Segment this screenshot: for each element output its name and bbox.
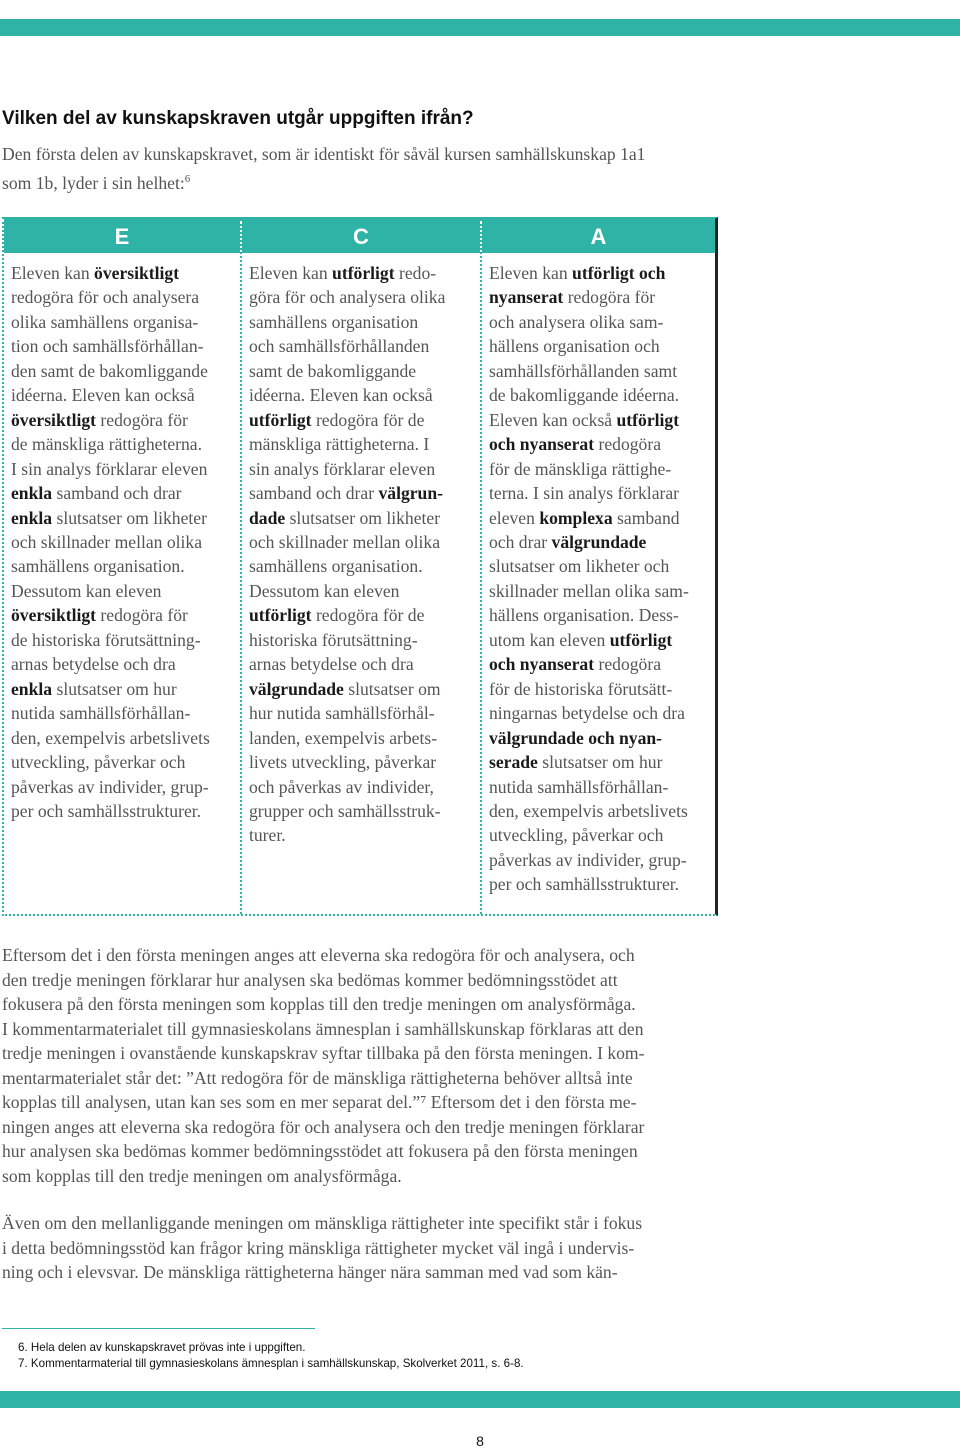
criteria-line <box>249 481 480 505</box>
criteria-keyword: översiktligt <box>11 605 97 626</box>
criteria-line <box>489 481 715 505</box>
criteria-keyword: utförligt och <box>572 263 666 283</box>
criteria-line <box>489 579 715 603</box>
criteria-line <box>11 506 240 530</box>
criteria-line <box>489 750 715 774</box>
criteria-text: skillnader mellan olika sam- <box>489 580 689 601</box>
grade-column-e <box>4 219 242 914</box>
criteria-text: arnas betydelse och dra <box>249 654 414 675</box>
criteria-text: slutsatser om likheter och <box>489 556 670 577</box>
criteria-keyword: välgrundade <box>551 531 647 552</box>
criteria-line <box>489 383 715 407</box>
criteria-text: Dessutom kan eleven <box>11 580 162 601</box>
criteria-text: slutsatser om hur <box>52 678 177 699</box>
criteria-text: samhällsförhållanden samt <box>489 360 678 381</box>
criteria-text: nutida samhällsförhållan- <box>11 703 191 724</box>
criteria-line <box>249 603 480 627</box>
grade-header-e: E <box>4 219 240 253</box>
criteria-line <box>489 775 715 799</box>
criteria-text: den samt de bakomliggande <box>11 360 208 381</box>
criteria-line <box>489 457 715 481</box>
criteria-keyword: och nyanserat <box>489 654 595 675</box>
grade-header-c: C <box>242 219 480 253</box>
criteria-line <box>249 628 480 652</box>
criteria-text: idéerna. Eleven kan också <box>11 385 195 406</box>
criteria-line <box>489 701 715 725</box>
criteria-text: de historiska förutsättning- <box>11 629 201 650</box>
criteria-line <box>249 530 480 554</box>
criteria-line <box>11 359 240 383</box>
criteria-text: göra för och analysera olika <box>249 287 446 308</box>
criteria-keyword: utförligt <box>249 409 312 430</box>
criteria-line <box>489 359 715 383</box>
grade-column-a <box>482 219 715 914</box>
criteria-line <box>11 603 240 627</box>
text-line: den tredje meningen förklarar hur analysen ska bedömas kommer bedömningsstödet att <box>2 969 618 990</box>
criteria-text: redo- <box>394 263 437 283</box>
criteria-line <box>489 652 715 676</box>
criteria-line <box>489 334 715 358</box>
criteria-text: turer. <box>249 825 286 846</box>
text-line: I kommentarmaterialet till gymnasieskolans ämnesplan i samhällskunskap förklaras att den <box>2 1018 644 1039</box>
footnote-line: 6. Hela delen av kunskapskravet prövas inte i uppgiften. <box>18 1341 306 1354</box>
criteria-line <box>249 261 480 285</box>
criteria-line <box>489 823 715 847</box>
criteria-text: slutsatser om likheter <box>52 507 207 528</box>
criteria-keyword: och nyanserat <box>489 434 595 455</box>
footnote-ref-6: 6 <box>184 172 191 185</box>
criteria-text: samhällens organisation. <box>11 556 185 577</box>
criteria-text: hällens organisation och <box>489 336 660 357</box>
criteria-keyword: utförligt <box>616 409 680 430</box>
criteria-line <box>11 579 240 603</box>
criteria-keyword: utförligt <box>609 629 673 650</box>
criteria-line <box>11 726 240 750</box>
criteria-line <box>11 628 240 652</box>
criteria-text: eleven <box>489 507 540 528</box>
criteria-text: redogöra <box>594 434 661 455</box>
criteria-text: idéerna. Eleven kan också <box>249 385 433 406</box>
criteria-keyword: utförligt <box>332 263 395 283</box>
criteria-line <box>249 310 480 334</box>
criteria-text: terna. I sin analys förklarar <box>489 483 680 504</box>
criteria-text: Dessutom kan eleven <box>249 580 400 601</box>
criteria-text: redogöra för de <box>311 605 425 626</box>
criteria-line <box>11 383 240 407</box>
criteria-line <box>249 799 480 823</box>
criteria-line <box>11 408 240 432</box>
criteria-line <box>249 285 480 309</box>
criteria-text: per och samhällsstrukturer. <box>489 874 680 895</box>
criteria-text: ningarnas betydelse och dra <box>489 703 685 724</box>
criteria-text: för de historiska förutsätt- <box>489 678 673 699</box>
criteria-text: den, exempelvis arbetslivets <box>11 727 210 748</box>
criteria-text: slutsatser om hur <box>537 752 663 773</box>
criteria-text: och samhällsförhållanden <box>249 336 430 357</box>
criteria-keyword: enkla <box>11 678 53 699</box>
criteria-line <box>249 750 480 774</box>
grade-column-c <box>242 219 482 914</box>
criteria-text: redogöra för de <box>311 409 425 430</box>
criteria-line <box>11 652 240 676</box>
grade-text-c <box>242 253 480 848</box>
criteria-text: livets utveckling, påverkar <box>249 752 437 773</box>
criteria-text: mänskliga rättigheterna. I <box>249 434 430 455</box>
criteria-text: samband <box>612 507 680 528</box>
criteria-line <box>489 530 715 554</box>
criteria-text: olika samhällens organisa- <box>11 311 199 332</box>
criteria-line <box>249 432 480 456</box>
criteria-line <box>11 457 240 481</box>
criteria-text: redogöra för och analysera <box>11 287 200 308</box>
criteria-line <box>249 554 480 578</box>
criteria-line <box>249 701 480 725</box>
criteria-text: utom kan eleven <box>489 629 610 650</box>
criteria-line <box>489 872 715 896</box>
criteria-line <box>249 506 480 530</box>
criteria-text: de mänskliga rättigheterna. <box>11 434 203 455</box>
criteria-line <box>11 285 240 309</box>
criteria-text: landen, exempelvis arbets- <box>249 727 438 748</box>
criteria-line <box>489 848 715 872</box>
criteria-text: per och samhällsstrukturer. <box>11 800 202 821</box>
criteria-line <box>11 677 240 701</box>
criteria-line <box>249 677 480 701</box>
criteria-line <box>249 579 480 603</box>
criteria-line <box>11 554 240 578</box>
criteria-text: sin analys förklarar eleven <box>249 458 436 479</box>
criteria-text: samband och drar <box>52 483 182 504</box>
criteria-keyword: välgrundade och nyan- <box>489 727 663 748</box>
criteria-keyword: välgrundade <box>249 678 344 699</box>
criteria-line <box>249 383 480 407</box>
criteria-line <box>489 726 715 750</box>
body-paragraph-1 <box>2 943 742 1188</box>
text-line: fokusera på den första meningen som kopplas till den tredje meningen om analysförmåga. <box>2 994 636 1014</box>
criteria-keyword: serade <box>489 752 538 773</box>
criteria-text: och skillnader mellan olika <box>249 531 441 552</box>
intro-line-1: Den första delen av kunskapskravet, som är identiskt för såväl kursen samhällskunskap 1a1 <box>2 144 646 164</box>
criteria-line <box>489 677 715 701</box>
criteria-text: den, exempelvis arbetslivets <box>489 800 688 821</box>
criteria-line <box>489 261 715 285</box>
criteria-text: Eleven kan <box>489 263 573 283</box>
criteria-text: för de mänskliga rättighe- <box>489 458 672 479</box>
footnotes <box>18 1340 524 1371</box>
criteria-text: och analysera olika sam- <box>489 311 664 332</box>
criteria-line <box>489 408 715 432</box>
criteria-line <box>489 310 715 334</box>
criteria-keyword: enkla <box>11 507 53 528</box>
criteria-line <box>11 334 240 358</box>
criteria-line <box>489 628 715 652</box>
criteria-text: Eleven kan <box>11 263 95 283</box>
criteria-text: redogöra <box>594 654 661 675</box>
grade-text-a <box>482 253 715 897</box>
criteria-line <box>489 432 715 456</box>
criteria-line <box>489 799 715 823</box>
criteria-text: slutsatser om likheter <box>285 507 441 528</box>
criteria-text: I sin analys förklarar eleven <box>11 458 208 479</box>
criteria-text: nutida samhällsförhållan- <box>489 776 669 797</box>
grade-header-a: A <box>482 219 715 253</box>
criteria-text: påverkas av individer, grup- <box>489 849 687 870</box>
criteria-line <box>249 823 480 847</box>
criteria-text: och skillnader mellan olika <box>11 531 203 552</box>
criteria-keyword: dade <box>249 507 286 528</box>
criteria-text: grupper och samhällsstruk- <box>249 800 441 821</box>
top-accent-bar <box>0 19 960 36</box>
criteria-line <box>11 481 240 505</box>
criteria-line <box>249 408 480 432</box>
criteria-text: samband och drar <box>249 483 379 504</box>
text-line: ning och i elevsvar. De mänskliga rättigheterna hänger nära samman med vad som kän- <box>2 1262 618 1282</box>
criteria-text: arnas betydelse och dra <box>11 654 176 675</box>
criteria-line <box>249 775 480 799</box>
criteria-text: historiska förutsättning- <box>249 629 418 650</box>
criteria-text: hur nutida samhällsförhål- <box>249 703 435 724</box>
text-line: Även om den mellanliggande meningen om mänskliga rättigheter inte specifikt står i fokus <box>2 1213 643 1233</box>
criteria-text: samhällens organisation. <box>249 556 423 577</box>
criteria-text: Eleven kan också <box>489 409 617 430</box>
criteria-keyword: nyanserat <box>489 287 564 308</box>
text-line: som kopplas till den tredje meningen om analysförmåga. <box>2 1165 402 1186</box>
criteria-text: hällens organisation. Dess- <box>489 605 679 626</box>
criteria-keyword: översiktligt <box>94 263 180 283</box>
criteria-line <box>249 334 480 358</box>
criteria-line <box>249 652 480 676</box>
criteria-line <box>489 285 715 309</box>
intro-line-2: som 1b, lyder i sin helhet: <box>2 172 185 193</box>
criteria-line <box>249 726 480 750</box>
criteria-text: redogöra för <box>96 605 188 626</box>
text-line: kopplas till analysen, utan kan ses som en mer separat del.”⁷ Eftersom det i den första me- <box>2 1092 637 1112</box>
footnote-line: 7. Kommentarmaterial till gymnasieskolans ämnesplan i samhällskunskap, Skolverket 2011, s. 6-8. <box>18 1356 524 1370</box>
text-line: i detta bedömningsstöd kan frågor kring mänskliga rättigheter mycket väl ingå i undervis- <box>2 1237 635 1258</box>
criteria-text: de bakomliggande idéerna. <box>489 385 680 406</box>
criteria-text: utveckling, påverkar och <box>11 752 186 773</box>
criteria-text: samt de bakomliggande <box>249 360 417 381</box>
intro-paragraph <box>2 142 742 195</box>
criteria-line <box>249 457 480 481</box>
criteria-text: och påverkas av individer, <box>249 776 434 797</box>
page-number: 8 <box>476 1433 484 1449</box>
criteria-text: tion och samhällsförhållan- <box>11 336 204 357</box>
criteria-text: utveckling, påverkar och <box>489 825 664 846</box>
grading-criteria-table <box>2 217 718 916</box>
text-line: tredje meningen i ovanstående kunskapskrav syftar tillbaka på den första meningen. I kom- <box>2 1043 645 1063</box>
body-paragraph-2 <box>2 1211 742 1285</box>
criteria-line <box>11 799 240 823</box>
criteria-keyword: enkla <box>11 483 53 504</box>
criteria-line <box>489 603 715 627</box>
criteria-line <box>11 261 240 285</box>
criteria-line <box>11 701 240 725</box>
criteria-text: påverkas av individer, grup- <box>11 776 209 797</box>
criteria-line <box>11 432 240 456</box>
criteria-keyword: välgrun- <box>378 483 443 504</box>
text-line: mentarmaterialet står det: ”Att redogöra för de mänskliga rättigheterna behöver alltså inte <box>2 1067 633 1088</box>
criteria-line <box>11 775 240 799</box>
criteria-line <box>249 359 480 383</box>
criteria-line <box>11 310 240 334</box>
criteria-text: slutsatser om <box>343 678 441 699</box>
criteria-text: Eleven kan <box>249 263 333 283</box>
bottom-accent-bar <box>0 1391 960 1408</box>
criteria-line <box>489 506 715 530</box>
criteria-text: samhällens organisation <box>249 311 419 332</box>
criteria-line <box>11 530 240 554</box>
criteria-keyword: utförligt <box>249 605 312 626</box>
text-line: ningen anges att eleverna ska redogöra för och analysera och den tredje meningen förklarar <box>2 1116 645 1137</box>
text-line: Eftersom det i den första meningen anges att eleverna ska redogöra för och analysera, och <box>2 945 635 965</box>
footnote-divider <box>2 1328 315 1329</box>
criteria-line <box>11 750 240 774</box>
criteria-text: redogöra för <box>563 287 656 308</box>
criteria-text: och drar <box>489 531 552 552</box>
criteria-text: redogöra för <box>96 409 188 430</box>
criteria-keyword: översiktligt <box>11 409 97 430</box>
text-line: hur analysen ska bedömas kommer bedömningsstödet att fokusera på den första meningen <box>2 1141 638 1161</box>
criteria-line <box>489 554 715 578</box>
grade-text-e <box>4 253 240 823</box>
criteria-keyword: komplexa <box>539 507 613 528</box>
section-heading: Vilken del av kunskapskraven utgår uppgiften ifrån? <box>2 108 474 129</box>
